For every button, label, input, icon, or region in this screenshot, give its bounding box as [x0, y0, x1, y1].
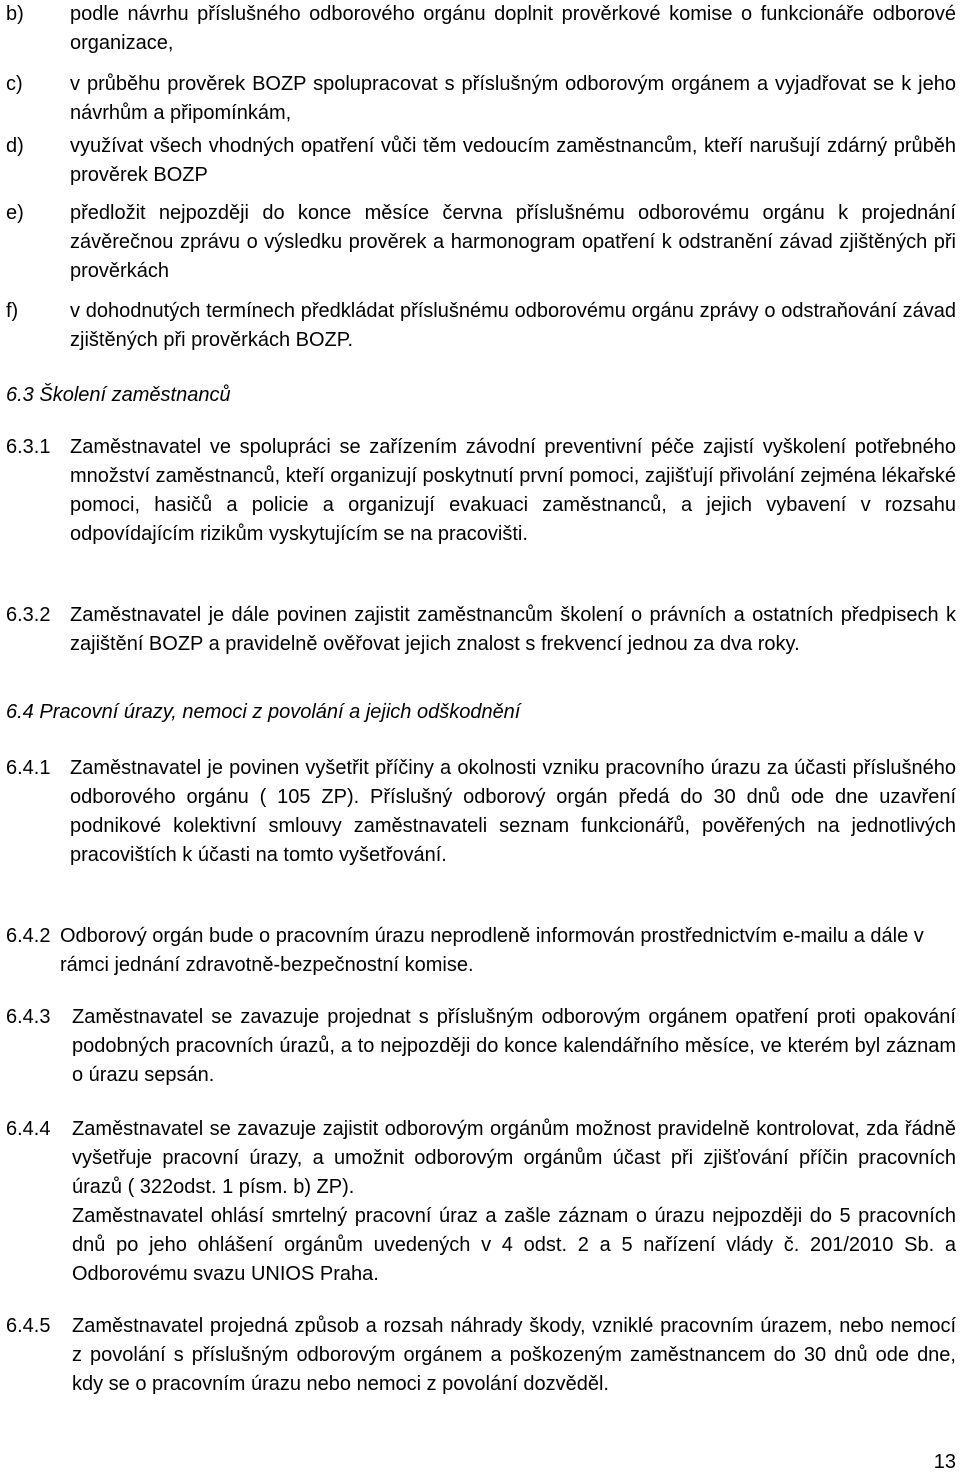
list-item-e — [6, 199, 956, 286]
page-number: 13 — [933, 1451, 956, 1473]
paragraph-text: Odborový orgán bude o pracovním úrazu neprodleně informován prostřednictvím e-mailu a dále v rámci jednání zdravotně-bezpečnostní komise. — [60, 925, 924, 976]
paragraph-6-3-2 — [6, 601, 956, 659]
paragraph-text: Zaměstnavatel ohlásí smrtelný pracovní úraz a zašle záznam o úrazu nejpozději do 5 pracovních dnů po jeho ohlášení orgánům uvedených v 4 odst. 2 a 5 nařízení vlády č. 201/2010 Sb. a Odborovému svazu UNIOS Praha. — [72, 1205, 956, 1285]
list-text: v dohodnutých termínech předkládat příslušnému odborovému orgánu zprávy o odstraňování závad zjištěných při prověrkách BOZP. — [70, 300, 956, 351]
list-label: f) — [6, 300, 19, 322]
list-item-b — [6, 0, 956, 58]
paragraph-6-4-4 — [6, 1115, 956, 1289]
paragraph-number: 6.4.5 — [6, 1315, 51, 1337]
list-item-d — [6, 132, 956, 190]
paragraph-number: 6.4.3 — [6, 1006, 51, 1028]
list-item-c — [6, 70, 956, 128]
paragraph-number: 6.4.1 — [6, 757, 51, 779]
list-text: předložit nejpozději do konce měsíce června příslušnému odborovému orgánu k projednání závěrečnou zprávu o výsledku prověrek a harmonogram opatření k odstranění závad zjištěných při prověrkách — [70, 202, 956, 282]
paragraph-6-4-1 — [6, 754, 956, 870]
paragraph-6-4-5 — [6, 1312, 956, 1399]
list-label: e) — [6, 202, 24, 224]
list-text: využívat všech vhodných opatření vůči těm vedoucím zaměstnancům, kteří narušují zdárný průběh prověrek BOZP — [70, 135, 956, 186]
paragraph-number: 6.3.1 — [6, 436, 51, 458]
paragraph-number: 6.4.4 — [6, 1118, 51, 1140]
paragraph-text: Zaměstnavatel se zavazuje projednat s příslušným odborovým orgánem opatření proti opakování podobných pracovních úrazů, a to nejpozději do konce kalendářního měsíce, ve kterém byl záznam o úrazu sepsán. — [72, 1006, 956, 1086]
paragraph-text: Zaměstnavatel projedná způsob a rozsah náhrady škody, vzniklé pracovním úrazem, nebo nemocí z povolání s příslušným odborovým orgánem a poškozeným zaměstnancem do 30 dnů ode dne, kdy se o pracovním úrazu nebo nemoci z povolání dozvěděl. — [72, 1315, 956, 1395]
paragraph-number: 6.3.2 — [6, 604, 51, 626]
list-label: c) — [6, 73, 23, 95]
paragraph-6-4-3 — [6, 1003, 956, 1090]
list-label: d) — [6, 135, 24, 157]
paragraph-6-4-2 — [6, 922, 956, 980]
paragraph-6-3-1 — [6, 433, 956, 549]
paragraph-text: Zaměstnavatel se zavazuje zajistit odborovým orgánům možnost pravidelně kontrolovat, zda řádně vyšetřuje pracovní úrazy, a umožnit odborovým orgánům účast při zjišťování příčin pracovních úrazů ( 322odst. 1 písm. b) ZP). — [72, 1118, 956, 1198]
list-text: podle návrhu příslušného odborového orgánu doplnit prověrkové komise o funkcionáře odborové organizace, — [70, 3, 956, 54]
list-label: b) — [6, 3, 24, 25]
list-text: v průběhu prověrek BOZP spolupracovat s příslušným odborovým orgánem a vyjadřovat se k jeho návrhům a připomínkám, — [70, 73, 956, 124]
paragraph-text: Zaměstnavatel je dále povinen zajistit zaměstnancům školení o právních a ostatních předpisech k zajištění BOZP a pravidelně ověřovat jejich znalost s frekvencí jednou za dva roky. — [70, 604, 956, 655]
list-item-f — [6, 297, 956, 355]
section-heading-6-4: 6.4 Pracovní úrazy, nemoci z povolání a jejich odškodnění — [6, 701, 521, 723]
paragraph-number: 6.4.2 — [6, 925, 51, 947]
paragraph-text: Zaměstnavatel ve spolupráci se zařízením závodní preventivní péče zajistí vyškolení potřebného množství zaměstnanců, kteří organizují poskytnutí první pomoci, zajišťují přivolání zejména lékařské pomoci, hasičů a policie a organizují evakuaci zaměstnanců, a jejich vybavení v rozsahu odpovídajícím rizikům vyskytujícím se na pracovišti. — [70, 436, 956, 545]
section-heading-6-3: 6.3 Školení zaměstnanců — [6, 384, 231, 406]
paragraph-text: Zaměstnavatel je povinen vyšetřit příčiny a okolnosti vzniku pracovního úrazu za účasti příslušného odborového orgánu ( 105 ZP). Příslušný odborový orgán předá do 30 dnů ode dne uzavření podnikové kolektivní smlouvy zaměstnavateli seznam funkcionářů, pověřených na jednotlivých pracovištích k účasti na tomto vyšetřování. — [70, 757, 956, 866]
